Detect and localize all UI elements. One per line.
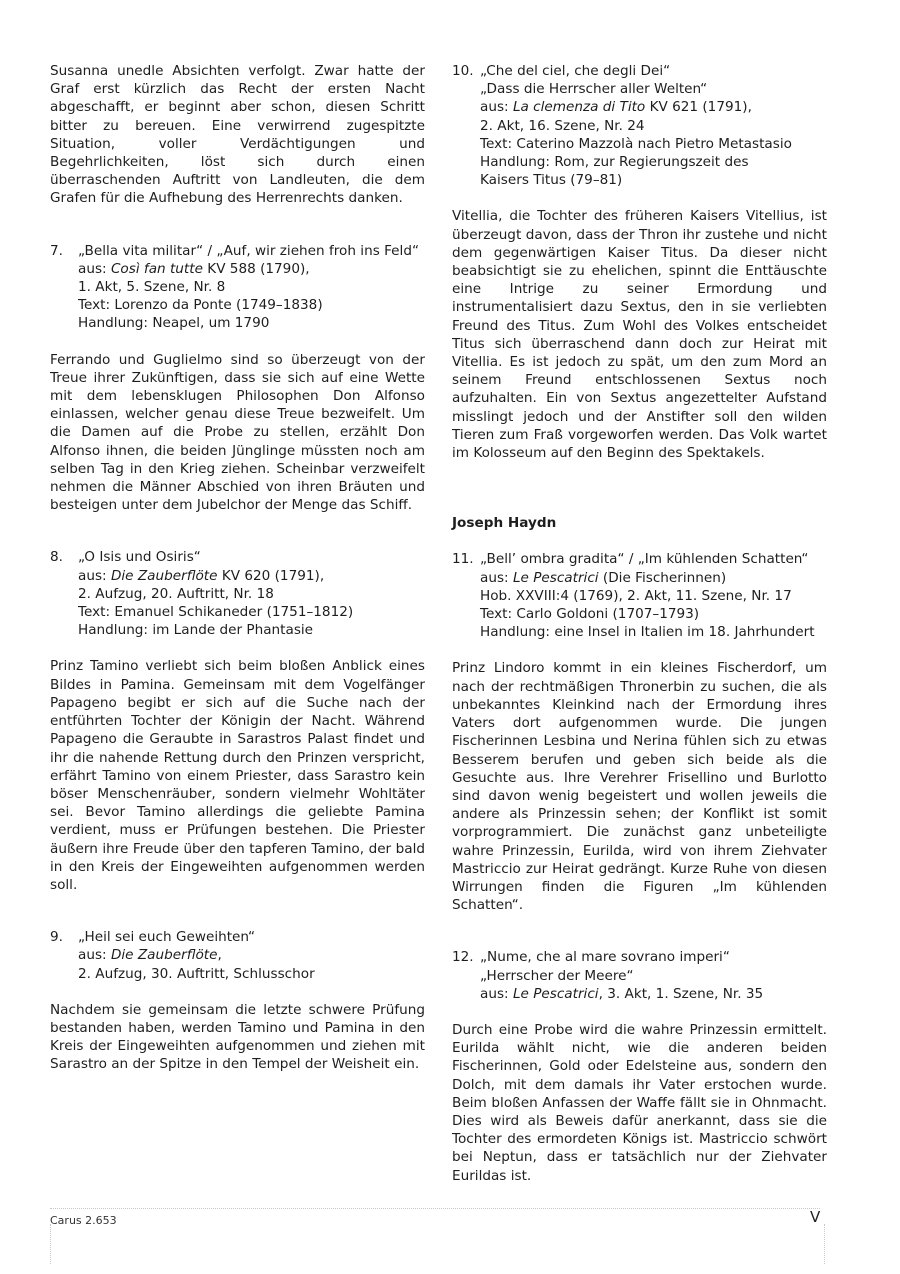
- entry-11-description: Prinz Lindoro kommt in ein kleines Fischerdorf, um nach der rechtmäßigen Thronerbin zu suchen, die als unbekanntes Kleinkind nach der Ermordung ihres Vaters dort aufgenommen wurde. Die jungen Fischerinnen Lesbina und Nerina fühlen sich zu etwas Besserem berufen und geben sich beide als die Gesuchte aus. Ihre Verehrer Frisellino und Burlotto sind davon wenig begeistert und wollen jeweils die andere als Prinzessin sehen; der Konflikt ist somit vorprogrammiert. Die zunächst ganz unbeteiligte wahre Prinzessin, Eurilda, wird von ihrem Ziehvater Mastriccio zur Heirat gedrängt. Kurze Ruhe von diesen Wirrungen finden die Figuren „Im kühlenden Schatten“.: [452, 660, 827, 914]
- entry-11: [452, 550, 827, 641]
- entry-text: Text: Emanuel Schikaneder (1751–1812): [78, 604, 354, 621]
- entry-setting-cont: Kaisers Titus (79–81): [480, 172, 623, 189]
- entry-title: „Nume, che al mare sovrano imperi“: [480, 949, 730, 966]
- entry-subtitle: „Herrscher der Meere“: [480, 967, 634, 984]
- entry-source: aus: La clemenza di Tito KV 621 (1791),: [480, 99, 752, 116]
- entry-7: [50, 242, 425, 333]
- right-column: [452, 62, 827, 1185]
- entry-source: aus: Le Pescatrici (Die Fischerinnen): [480, 569, 727, 586]
- entry-7-description: Ferrando und Guglielmo sind so überzeugt von der Treue ihrer Zukünftigen, dass sie sich auf eine Wette mit dem lebensklugen Philosophen Don Alfonso einlassen, welcher genau diese Treue bezweifelt. Um die Damen auf die Probe zu stellen, erzählt Don Alfonso ihnen, die beiden Jünglinge müssten noch am selben Tag in den Krieg ziehen. Scheinbar verzweifelt nehmen die Männer Abschied von ihren Bräuten und besteigen unter dem Jubelchor der Menge das Schiff.: [50, 351, 425, 514]
- entry-source: aus: Le Pescatrici, 3. Akt, 1. Szene, Nr. 35: [480, 985, 764, 1002]
- entry-8: [50, 548, 425, 639]
- entry-number: 8.: [50, 549, 63, 566]
- entry-10-description: Vitellia, die Tochter des früheren Kaisers Vitellius, ist überzeugt davon, dass der Thron ihr zustehe und nicht dem gegenwärtigen Kaiser Titus. Da dieser nicht beabsichtigt sie zu ehelichen, spinnt die Enttäuschte eine Intrige zu seiner Ermordung und instrumentalisiert dazu Sextus, den in sie verliebten Freund des Titus. Zum Wohl des Volkes entscheidet Titus sich überraschend dann doch zur Heirat mit Vitellia. Es ist jedoch zu spät, um den zum Mord an seinem Freund entschlossenen Sextus noch aufzuhalten. Ein von Sextus angezettelter Aufstand misslingt jedoch und der Anstifter soll den wilden Tieren zum Fraß vorgeworfen werden. Das Volk wartet im Kolosseum auf den Beginn des Spektakels.: [452, 208, 827, 462]
- entry-title: „O Isis und Osiris“: [78, 549, 201, 566]
- entry-act: 1. Akt, 5. Szene, Nr. 8: [78, 279, 226, 296]
- entry-text: Text: Lorenzo da Ponte (1749–1838): [78, 297, 323, 314]
- entry-number: 9.: [50, 929, 63, 946]
- entry-number: 7.: [50, 242, 63, 259]
- entry-10: [452, 62, 827, 189]
- entry-source: aus: Die Zauberflöte KV 620 (1791),: [78, 567, 325, 584]
- entry-act: 2. Aufzug, 20. Auftritt, Nr. 18: [78, 585, 274, 602]
- composer-heading: Joseph Haydn: [452, 515, 557, 532]
- entry-9: [50, 928, 425, 983]
- entry-setting: Handlung: im Lande der Phantasie: [78, 622, 314, 639]
- entry-number: 10.: [452, 63, 474, 79]
- entry-text: Text: Caterino Mazzolà nach Pietro Metastasio: [480, 135, 792, 152]
- footer-rule: [50, 1208, 820, 1209]
- entry-act: 2. Akt, 16. Szene, Nr. 24: [480, 117, 645, 134]
- entry-act: 2. Aufzug, 30. Auftritt, Schlusschor: [78, 965, 315, 982]
- entry-12-description: Durch eine Probe wird die wahre Prinzessin ermittelt. Eurilda wählt nicht, wie die anderen beiden Fischerinnen, Gold oder Edelsteine aus, sondern den Dolch, mit dem damals ihr Vater erstochen wurde. Beim bloßen Anfassen der Waffe fällt sie in Ohnmacht. Dies wird als Beweis dafür anerkannt, dass sie die Tochter des ermordeten Königs ist. Mastriccio schwört bei Neptun, dass er tatsächlich nur der Ziehvater Eurildas ist.: [452, 1021, 827, 1184]
- entry-12: [452, 948, 827, 1003]
- entry-text: Text: Carlo Goldoni (1707–1793): [480, 606, 700, 623]
- entry-setting: Handlung: Rom, zur Regierungszeit des: [480, 154, 749, 171]
- entry-subtitle: „Dass die Herrscher aller Welten“: [480, 81, 708, 98]
- entry-act: Hob. XXVIII:4 (1769), 2. Akt, 11. Szene, Nr. 17: [480, 587, 792, 604]
- entry-8-description: Prinz Tamino verliebt sich beim bloßen Anblick eines Bildes in Pamina. Gemeinsam mit dem Vogelfänger Papageno begibt er sich auf die Suche nach der entführten Tochter der Königin der Nacht. Während Papageno die Geraubte in Sarastros Palast findet und ihr die nahende Rettung durch den Prinzen verspricht, erfährt Tamino von einem Priester, dass Sarastro kein böser Menschenräuber, sondern vielmehr Wohltäter sei. Bevor Tamino allerdings die geliebte Pamina verdient, muss er Prüfungen bestehen. Die Priester äußern ihre Freude über den tapferen Tamino, der bald in den Kreis der Eingeweihten aufgenommen werden soll.: [50, 658, 425, 893]
- page-number: V: [810, 1208, 821, 1226]
- intro-paragraph: Susanna unedle Absichten verfolgt. Zwar hatte der Graf erst kürzlich das Recht der ersten Nacht abgeschafft, er beginnt aber schon, diesen Schritt bitter zu bereuen. Eine verwirrend zugespitzte Situation, voller Verdächtigungen und Begehrlichkeiten, löst sich durch einen überraschenden Auftritt von Landleuten, die dem Grafen für die Aufhebung des Herrenrechts danken.: [50, 63, 425, 207]
- entry-number: 11.: [452, 551, 474, 568]
- entry-setting: Handlung: eine Insel in Italien im 18. Jahrhundert: [480, 624, 815, 641]
- entry-title: „Che del ciel, che degli Dei“: [480, 63, 671, 79]
- entry-title: „Bella vita militar“ / „Auf, wir ziehen froh ins Feld“: [78, 242, 419, 259]
- entry-title: „Bell’ ombra gradita“ / „Im kühlenden Schatten“: [480, 551, 809, 568]
- entry-setting: Handlung: Neapel, um 1790: [78, 315, 270, 332]
- left-column: [50, 62, 425, 1074]
- entry-title: „Heil sei euch Geweihten“: [78, 929, 256, 946]
- crop-mark-right: [824, 1224, 825, 1264]
- entry-number: 12.: [452, 949, 474, 966]
- entry-source: aus: Così fan tutte KV 588 (1790),: [78, 260, 310, 277]
- entry-9-description: Nachdem sie gemeinsam die letzte schwere Prüfung bestanden haben, werden Tamino und Pamina in den Kreis der Eingeweihten aufgenommen und ziehen mit Sarastro an der Spitze in den Tempel der Weisheit ein.: [50, 1001, 425, 1073]
- entry-source: aus: Die Zauberflöte,: [78, 947, 222, 964]
- crop-mark-left: [50, 1224, 51, 1264]
- catalog-number: Carus 2.653: [50, 1214, 117, 1227]
